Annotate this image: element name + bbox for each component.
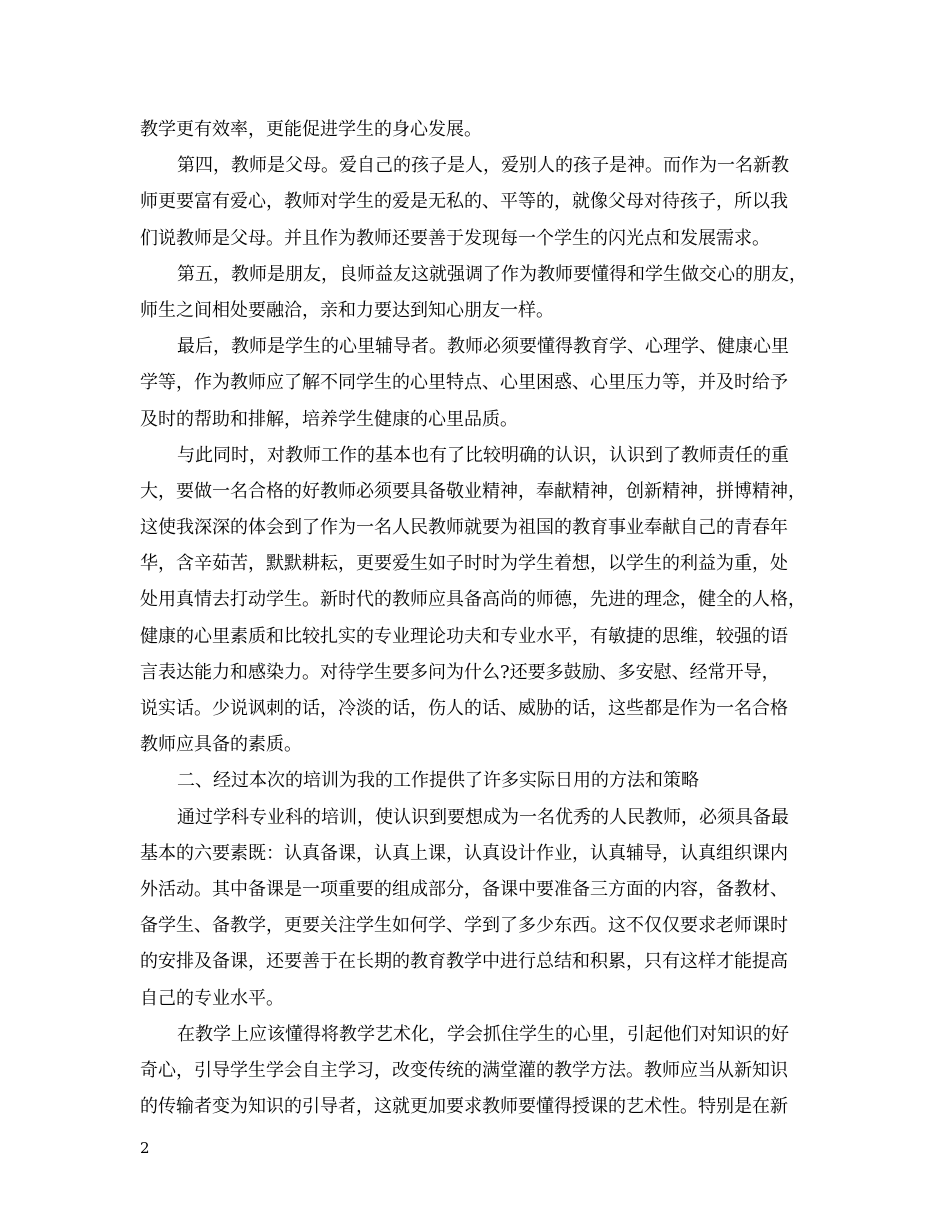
text-line: 大，要做一名合格的好教师必须要具备敬业精神，奉献精神，创新精神，拼博精神， [140,480,806,502]
text-line: 说实话。少说讽刺的话，冷淡的话，伤人的话、威胁的话，这些都是作为一名合格 [140,698,788,719]
text-line: 基本的六要素既：认真备课，认真上课，认真设计作业，认真辅导，认真组织课内 [140,842,788,864]
text-line: 师更要富有爱心，教师对学生的爱是无私的、平等的，就像父母对待孩子，所以我 [140,191,788,213]
text-line: 二、经过本次的培训为我的工作提供了许多实际日用的方法和策略 [177,770,699,792]
text-line: 处用真情去打动学生。新时代的教师应具备高尚的师德，先进的理念，健全的人格， [140,589,806,611]
text-line: 第五，教师是朋友，良师益友这就强调了作为教师要懂得和学生做交心的朋友， [177,263,807,285]
text-line: 外活动。其中备课是一项重要的组成部分，备课中要准备三方面的内容，备教材、 [140,878,788,900]
text-line: 在教学上应该懂得将教学艺术化，学会抓住学生的心里，引起他们对知识的好 [177,1023,789,1045]
text-line: 与此同时，对教师工作的基本也有了比较明确的认识，认识到了教师责任的重 [177,444,789,466]
text-line: 备学生、备教学，更要关注学生如何学、学到了多少东西。这不仅仅要求老师课时 [140,915,788,937]
document-body [140,112,830,1125]
text-line: 奇心，引导学生学会自主学习，改变传统的满堂灌的教学方法。教师应当从新知识 [140,1059,788,1081]
text-line: 言表达能力和感染力。对待学生要多问为什么?还要多鼓励、多安慰、经常开导， [140,661,780,683]
text-line: 的传输者变为知识的引导者，这就更加要求教师要懂得授课的艺术性。特别是在新 [140,1096,788,1118]
text-line: 学等，作为教师应了解不同学生的心里特点、心里困惑、心里压力等，并及时给予 [140,372,788,394]
text-line: 及时的帮助和排解，培养学生健康的心里品质。 [140,408,518,430]
text-line: 通过学科专业科的培训，使认识到要想成为一名优秀的人民教师，必须具备最 [177,806,789,828]
page-number: 2 [140,1139,150,1157]
text-line: 这使我深深的体会到了作为一名人民教师就要为祖国的教育事业奉献自己的青春年 [140,517,788,539]
text-line: 的安排及备课，还要善于在长期的教育教学中进行总结和积累，只有这样才能提高 [140,951,788,973]
text-line: 最后，教师是学生的心里辅导者。教师必须要懂得教育学、心理学、健康心里 [177,336,789,358]
text-line: 师生之间相处要融洽，亲和力要达到知心朋友一样。 [140,299,554,321]
text-line: 们说教师是父母。并且作为教师还要善于发现每一个学生的闪光点和发展需求。 [140,227,770,249]
text-line: 第四，教师是父母。爱自己的孩子是人，爱别人的孩子是神。而作为一名新教 [177,155,789,177]
text-line: 教学更有效率，更能促进学生的身心发展。 [140,119,482,140]
text-line: 教师应具备的素质。 [140,734,302,756]
text-line: 华，含辛茹苦，默默耕耘，更要爱生如子时时为学生着想，以学生的利益为重，处 [140,553,788,575]
text-line: 健康的心里素质和比较扎实的专业理论功夫和专业水平，有敏捷的思维，较强的语 [140,625,788,647]
text-line: 自己的专业水平。 [140,987,284,1009]
